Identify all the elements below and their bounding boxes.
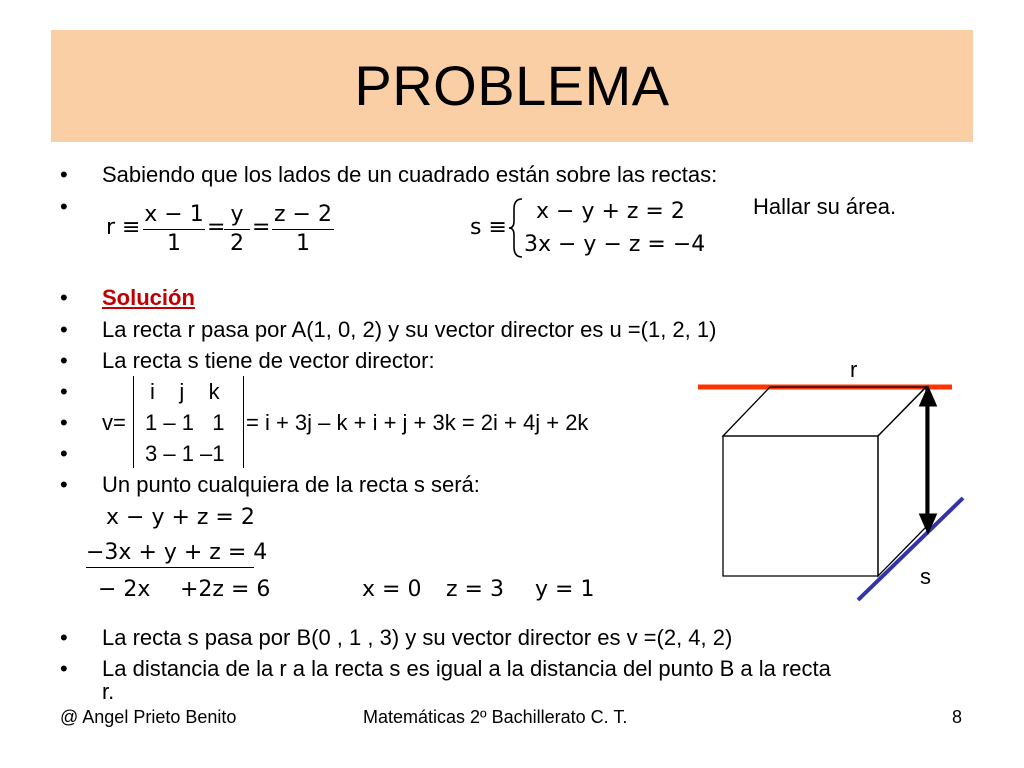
distance-arrow <box>921 389 935 531</box>
determinant-bar-right <box>243 376 244 468</box>
numerator: y <box>230 202 244 227</box>
bullet-text: Sabiendo que los lados de un cuadrado están sobre las rectas: <box>102 162 718 187</box>
cube-side-face <box>878 387 926 576</box>
determinant-row-2: 1 – 1 1 <box>145 410 225 435</box>
bullet-text: La recta r pasa por A(1, 0, 2) y su vector director es u =(1, 2, 1) <box>102 317 717 342</box>
denominator: 2 <box>230 231 244 256</box>
bullet-icon: • <box>60 441 68 466</box>
s-equation-line1: x − y + z = 2 <box>536 199 685 224</box>
equals-sign: = <box>207 215 226 240</box>
bullet-text: La distancia de la r a la recta s es igual a la distancia del punto B a la recta <box>102 656 831 681</box>
r-label: r ≡ <box>106 215 141 240</box>
determinant-row-3: 3 – 1 –1 <box>145 441 225 466</box>
solution-z: z = 3 <box>446 577 504 602</box>
find-area-text: Hallar su área. <box>753 194 897 219</box>
bullet-text: La recta s pasa por B(0 , 1 , 3) y su vector director es v =(2, 4, 2) <box>102 625 733 650</box>
s-label: s ≡ <box>470 215 507 240</box>
solution-heading: Solución <box>102 285 195 310</box>
system-sum-x: − 2x <box>98 577 151 602</box>
fraction-bar <box>272 229 334 230</box>
bullet-icon: • <box>60 410 68 435</box>
bullet-icon: • <box>60 379 68 404</box>
line-s <box>858 498 963 600</box>
numerator: z − 2 <box>274 202 332 227</box>
vector-v-label: v= <box>102 410 126 435</box>
numerator: x − 1 <box>144 202 204 227</box>
brace-icon <box>508 197 524 259</box>
solution-y: y = 1 <box>535 577 595 602</box>
s-equation-line2: 3x − y − z = −4 <box>524 232 706 257</box>
footer-course: Matemáticas 2º Bachillerato C. T. <box>363 707 628 727</box>
cube-front-face <box>723 436 878 576</box>
system-sum-z: +2z = 6 <box>180 577 271 602</box>
bullet-icon: • <box>60 285 68 310</box>
determinant-bar-left <box>133 376 134 468</box>
fraction-bar <box>143 229 205 230</box>
bullet-icon: • <box>60 625 68 650</box>
bullet-icon: • <box>60 317 68 342</box>
system-line1: x − y + z = 2 <box>106 505 255 530</box>
fraction-bar <box>224 229 250 230</box>
cross-product-result: = i + 3j – k + i + j + 3k = 2i + 4j + 2k <box>246 410 589 435</box>
bullet-text: r. <box>102 679 115 704</box>
determinant-row-1: i j k <box>150 379 220 404</box>
bullet-icon: • <box>60 348 68 373</box>
fraction <box>143 202 205 257</box>
fraction <box>224 202 250 257</box>
title-bar <box>51 30 973 142</box>
label-r: r <box>850 357 858 382</box>
bullet-text: La recta s tiene de vector director: <box>102 348 435 373</box>
label-s: s <box>920 564 931 589</box>
bullet-text: Un punto cualquiera de la recta s será: <box>102 472 480 497</box>
bullet-icon: • <box>60 656 68 681</box>
equals-sign: = <box>252 215 271 240</box>
fraction <box>272 202 334 257</box>
bullet-icon: • <box>60 194 68 219</box>
solution-x: x = 0 <box>362 577 422 602</box>
footer-page-number: 8 <box>952 707 963 727</box>
cube-outline <box>723 387 926 576</box>
bullet-icon: • <box>60 162 68 187</box>
slide-title: PROBLEMA <box>354 54 670 117</box>
sum-rule <box>86 567 254 568</box>
cube-top-face <box>723 387 926 436</box>
bullet-icon: • <box>60 472 68 497</box>
denominator: 1 <box>167 231 181 256</box>
footer-author: @ Angel Prieto Benito <box>60 707 237 727</box>
square-diagram <box>660 350 990 610</box>
system-line2: −3x + y + z = 4 <box>86 540 268 565</box>
denominator: 1 <box>296 231 310 256</box>
